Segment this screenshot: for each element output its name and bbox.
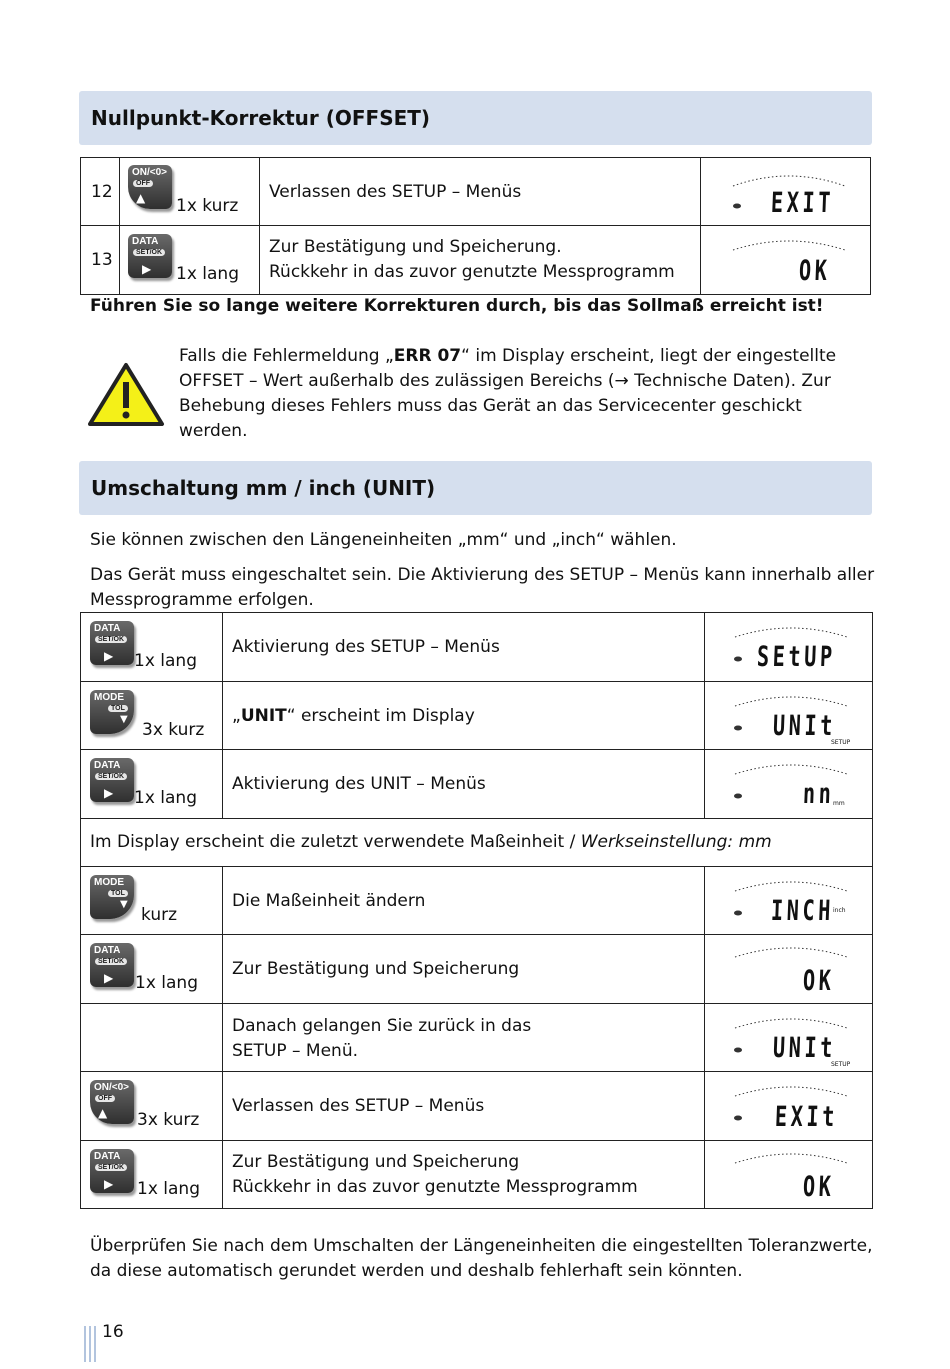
page-number: 16 bbox=[102, 1322, 124, 1342]
table-row bbox=[81, 158, 871, 226]
lcd-display bbox=[701, 158, 871, 226]
key-cell bbox=[81, 935, 223, 1004]
lcd-scale-icon bbox=[705, 1141, 873, 1209]
lcd-display bbox=[705, 1141, 873, 1209]
lcd-text: INCH bbox=[770, 894, 835, 927]
lcd-subtext: inch bbox=[833, 907, 846, 914]
lcd-text: EXIT bbox=[770, 186, 835, 219]
lcd-scale-icon bbox=[701, 226, 871, 294]
table-row bbox=[81, 935, 873, 1004]
key-cell bbox=[81, 682, 223, 750]
on-off-key-icon: ON/<0> OFF ▲ bbox=[128, 165, 172, 209]
step-description: „UNIT“ erscheint im Display bbox=[223, 682, 705, 750]
key-cell bbox=[81, 750, 223, 819]
step-description: Verlassen des SETUP – Menüs bbox=[223, 1072, 705, 1141]
data-key-icon: DATA SET/OK ▶ bbox=[90, 758, 134, 802]
step-number: 13 bbox=[81, 226, 120, 295]
correction-note: Führen Sie so lange weitere Korrekturen durch, bis das Sollmaß erreicht ist! bbox=[90, 296, 824, 316]
key-cell bbox=[120, 158, 260, 226]
offset-steps-table bbox=[80, 157, 871, 295]
lcd-subtext: SETUP bbox=[831, 739, 851, 746]
lcd-display bbox=[705, 935, 873, 1004]
key-cell bbox=[120, 226, 260, 295]
press-action: 1x lang bbox=[135, 973, 198, 993]
error-warning-text: Falls die Fehlermeldung „ERR 07“ im Display erscheint, liegt der eingestellte OFFSET – Wert außerhalb des zulässigen Bereichs (→ Technische Daten). Zur Behebung dieses Fehlers muss das Gerät an das Servicecenter geschickt werden. bbox=[179, 346, 837, 441]
step-description bbox=[260, 226, 701, 295]
key-cell bbox=[81, 613, 223, 682]
on-off-key-icon: ON/<0> OFF ▲ bbox=[90, 1080, 134, 1124]
lcd-text: OK bbox=[798, 254, 832, 287]
section-heading-offset: Nullpunkt-Korrektur (OFFSET) bbox=[79, 91, 872, 145]
lcd-display bbox=[705, 750, 873, 819]
lcd-display bbox=[705, 682, 873, 750]
step-description: Zur Bestätigung und Speicherung Rückkehr in das zuvor genutzte Messprogramm bbox=[223, 1141, 705, 1209]
description-line: Verlassen des SETUP – Menüs bbox=[269, 182, 522, 202]
step-description bbox=[260, 158, 701, 226]
table-row bbox=[81, 1072, 873, 1141]
press-action: 3x kurz bbox=[137, 1110, 200, 1130]
data-key-icon: DATA SET/OK ▶ bbox=[128, 234, 172, 278]
step-description: Die Maßeinheit ändern bbox=[223, 867, 705, 935]
lcd-text: nn bbox=[802, 777, 836, 810]
press-action: 1x lang bbox=[134, 788, 197, 808]
mode-key-icon: MODE TOL ▼ bbox=[90, 690, 134, 734]
step-description: Zur Bestätigung und Speicherung bbox=[223, 935, 705, 1004]
table-row bbox=[81, 1004, 873, 1072]
lcd-scale-icon bbox=[705, 750, 873, 818]
unit-info-row: Im Display erscheint die zuletzt verwendete Maßeinheit / Werkseinstellung: mm bbox=[81, 819, 873, 867]
data-key-icon: DATA SET/OK ▶ bbox=[90, 943, 134, 987]
key-cell bbox=[81, 1141, 223, 1209]
mode-key-icon: MODE TOL ▼ bbox=[90, 875, 134, 919]
closing-note: Überprüfen Sie nach dem Umschalten der Längeneinheiten die eingestellten Toleranzwerte, da diese automatisch gerundet werden und deshalb fehlerhaft sein könnten. bbox=[90, 1236, 873, 1281]
section-heading-unit: Umschaltung mm / inch (UNIT) bbox=[79, 461, 872, 515]
lcd-text: SEtUP bbox=[756, 640, 837, 673]
press-action: 1x lang bbox=[134, 651, 197, 671]
unit-prerequisite: Das Gerät muss eingeschaltet sein. Die Aktivierung des SETUP – Menüs kann innerhalb aller Messprogramme erfolgen. bbox=[90, 565, 875, 610]
lcd-display bbox=[701, 226, 871, 295]
press-action: 1x kurz bbox=[176, 196, 239, 216]
press-action: 3x kurz bbox=[142, 720, 205, 740]
lcd-text: UNIt bbox=[772, 709, 837, 742]
lcd-display bbox=[705, 1072, 873, 1141]
lcd-display bbox=[705, 1004, 873, 1072]
lcd-display bbox=[705, 867, 873, 935]
step-description: Aktivierung des UNIT – Menüs bbox=[223, 750, 705, 819]
warning-icon bbox=[86, 360, 166, 428]
empty-key-cell bbox=[81, 1004, 223, 1072]
lcd-subtext: mm bbox=[833, 800, 845, 807]
key-cell bbox=[81, 867, 223, 935]
footer-bars-icon bbox=[83, 1326, 99, 1364]
lcd-display bbox=[705, 613, 873, 682]
data-key-icon: DATA SET/OK ▶ bbox=[90, 1149, 134, 1193]
unit-steps-table bbox=[80, 612, 873, 1209]
press-action: 1x lang bbox=[176, 264, 239, 284]
table-row bbox=[81, 1141, 873, 1209]
table-row bbox=[81, 682, 873, 750]
unit-intro: Sie können zwischen den Längeneinheiten „mm“ und „inch“ wählen. bbox=[90, 530, 677, 550]
step-number: 12 bbox=[81, 158, 120, 226]
step-description: Danach gelangen Sie zurück in das SETUP – Menü. bbox=[223, 1004, 705, 1072]
table-row bbox=[81, 750, 873, 819]
table-row bbox=[81, 226, 871, 295]
lcd-scale-icon bbox=[705, 935, 873, 1003]
description-line: Rückkehr in das zuvor genutzte Messprogramm bbox=[269, 262, 675, 282]
key-cell bbox=[81, 1072, 223, 1141]
lcd-text: EXIt bbox=[774, 1100, 839, 1133]
step-description: Aktivierung des SETUP – Menüs bbox=[223, 613, 705, 682]
table-row bbox=[81, 867, 873, 935]
description-line: Zur Bestätigung und Speicherung. bbox=[269, 237, 562, 257]
press-action: kurz bbox=[141, 905, 178, 925]
table-row bbox=[81, 819, 873, 867]
table-row bbox=[81, 613, 873, 682]
lcd-text: OK bbox=[802, 964, 836, 997]
data-key-icon: DATA SET/OK ▶ bbox=[90, 621, 134, 665]
press-action: 1x lang bbox=[137, 1179, 200, 1199]
lcd-text: OK bbox=[802, 1170, 836, 1203]
lcd-text: UNIt bbox=[772, 1031, 837, 1064]
lcd-subtext: SETUP bbox=[831, 1061, 851, 1068]
